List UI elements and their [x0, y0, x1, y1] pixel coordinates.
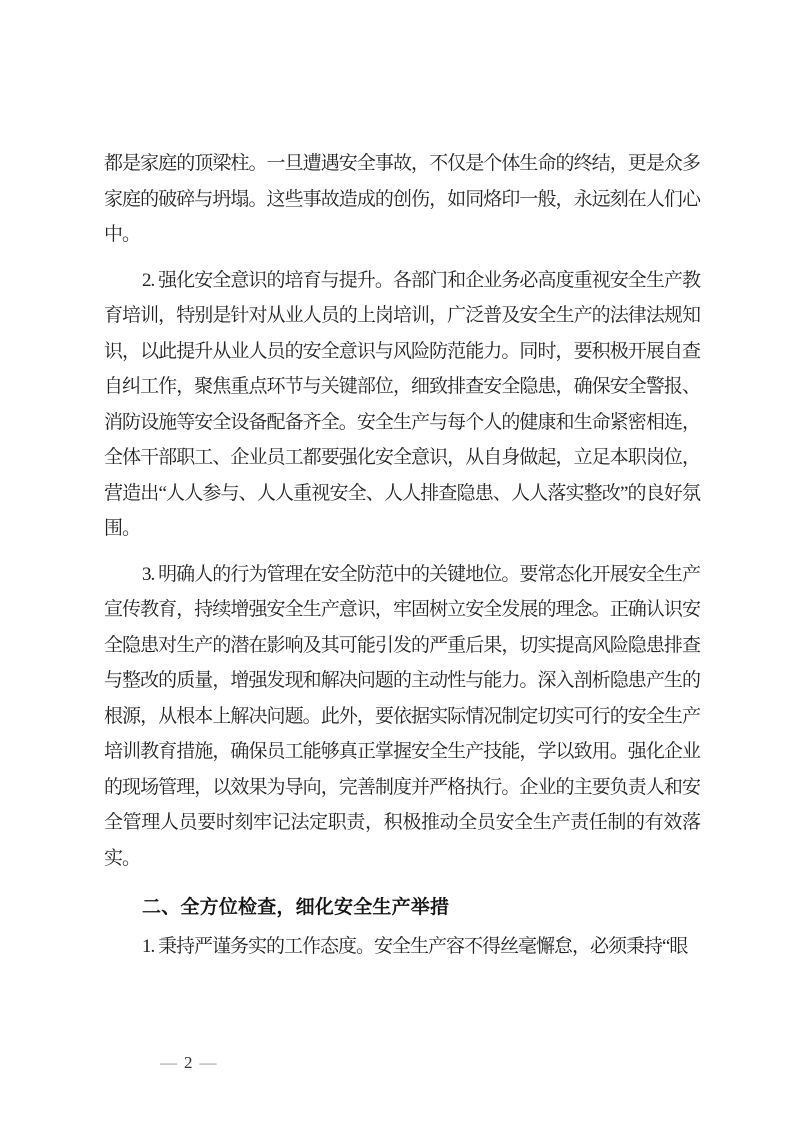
page-footer: [133, 1033, 224, 1093]
section-heading-2: 二、全方位检查，细化安全生产举措: [142, 897, 450, 918]
body-text-block: [104, 146, 700, 975]
paragraph-item-2: 2. 强化安全意识的培育与提升。各部门和企业务必高度重视安全生产教育培训，特别是针对从业人员的上岗培训，广泛普及安全生产的法律法规知识，以此提升从业人员的安全意识与风险防范能力。同时，要积极开展自查自纠工作，聚焦重点环节与关键部位，细致排查安全隐患，确保安全警报、消防设施等安全设备配备齐全。安全生产与每个人的健康和生命紧密相连，全体干部职工、企业员工都要强化安全意识，从自身做起，立足本职岗位，营造出“人人参与、人人重视安全、人人排查隐患、人人落实整改”的良好氛围。: [104, 269, 700, 539]
footer-dash-right: —: [199, 1053, 218, 1072]
footer-dash-left: —: [160, 1053, 178, 1072]
paragraph-item-1-section-2: 1. 秉持严谨务实的工作态度。安全生产容不得丝毫懈怠，必须秉持“眼: [142, 936, 688, 957]
page-number: 2: [184, 1053, 194, 1072]
paragraph-item-3: 3. 明确人的行为管理在安全防范中的关键地位。要常态化开展安全生产宣传教育，持续增强安全生产意识，牢固树立安全发展的理念。正确认识安全隐患对生产的潜在影响及其可能引发的严重后果，切实提高风险隐患排查与整改的质量，增强发现和解决问题的主动性与能力。深入剖析隐患产生的根源，从根本上解决问题。此外，要依据实际情况制定切实可行的安全生产培训教育措施，确保员工能够真正掌握安全生产技能，学以致用。强化企业的现场管理，以效果为导向，完善制度并严格执行。企业的主要负责人和安全管理人员要时刻牢记法定职责，积极推动全员安全生产责任制的有效落实。: [104, 563, 700, 869]
paragraph-continuation: 都是家庭的顶梁柱。一旦遭遇安全事故，不仅是个体生命的终结，更是众多家庭的破碎与坍塌。这些事故造成的创伤，如同烙印一般，永远刻在人们心中。: [104, 153, 700, 245]
